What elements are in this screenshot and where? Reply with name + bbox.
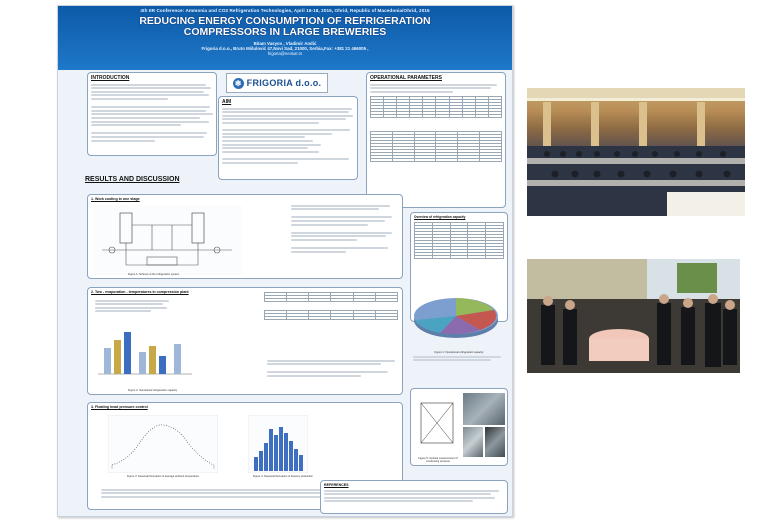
poster-title — [58, 16, 512, 38]
section-3-heading: 3. Floating head pressure control — [91, 405, 148, 409]
table-cell — [375, 317, 397, 320]
section-2-text-right — [264, 358, 398, 379]
table-cell — [475, 114, 488, 117]
table-cell — [410, 114, 423, 117]
snowflake-icon: ❄ — [233, 78, 244, 89]
reception-photo — [527, 259, 740, 373]
table-cell — [353, 317, 375, 320]
table-row — [371, 158, 502, 161]
references-heading: REFERENCES — [324, 483, 349, 487]
poster-email: frigoria@neosat.rs — [267, 51, 303, 56]
figure-2-caption: Figure 2: Operational refrigeration capacity — [128, 389, 178, 392]
operational-heading: OPERATIONAL PARAMETERS — [370, 75, 442, 81]
brewery-production-chart — [248, 415, 308, 473]
aim-heading: AIM — [222, 99, 232, 105]
figure-3-caption: Figure 3: Seasonal fluctuation of average ambient temperature — [127, 475, 199, 478]
introduction-heading: INTRODUCTION — [91, 75, 130, 81]
aim-box — [218, 96, 358, 180]
figure-1-caption: Figure 1: Scheme of the refrigeration system — [128, 273, 180, 276]
table-cell — [423, 114, 436, 117]
table-cell — [432, 256, 450, 259]
table-cell — [371, 158, 393, 161]
table-cell — [450, 256, 468, 259]
section-2-text — [92, 298, 172, 314]
section-1-box — [87, 194, 403, 279]
introduction-box — [87, 72, 217, 156]
poster-authors: Bitam Vasyov , Vladimir Andić — [253, 41, 317, 46]
conference-hall-scene — [527, 88, 745, 216]
equipment-photo-3 — [485, 427, 505, 457]
poster-banner — [58, 6, 512, 70]
table-cell — [486, 256, 504, 259]
equipment-photo-1 — [463, 393, 505, 425]
conference-line: 4th IIR Conference: Ammonia and CO2 Refrigeration Technologies, April 16-18, 2015, Ohrid, Republic of Macedonia/Ohrid, 2015 — [140, 8, 430, 13]
figure-5-caption: Figure 5: Optimal measurement of condensing pressure — [418, 457, 458, 463]
refrigeration-scheme-diagram — [92, 205, 242, 275]
table-row — [415, 256, 504, 259]
poster-title-line-1: REDUCING ENERGY CONSUMPTION OF REFRIGERATION — [139, 15, 431, 27]
table-cell — [371, 114, 384, 117]
table-cell — [436, 114, 449, 117]
ambient-temperature-chart — [108, 415, 218, 473]
operational-parameters-box — [366, 72, 506, 208]
table-row — [371, 114, 502, 117]
table-cell — [397, 114, 410, 117]
conference-hall-photo — [527, 88, 745, 216]
table-cell — [415, 256, 433, 259]
pie-chart-panel — [410, 286, 508, 380]
table-cell — [309, 317, 331, 320]
conference-poster — [57, 5, 513, 517]
table-cell — [414, 158, 436, 161]
table-cell — [480, 158, 502, 161]
logo-text: FRIGORIA d.o.o. — [246, 78, 322, 88]
poster-affiliation: Frigoria d.o.o., Bruto Mišulović 47,Novi Sad, 21000, Serbia,Fax: +381 21 466005 , — [201, 46, 369, 51]
pie-caption: Figure 2: Operational refrigeration capacity — [434, 351, 484, 354]
table-cell — [468, 256, 486, 259]
table-cell — [462, 114, 475, 117]
table-cell — [449, 114, 462, 117]
equipment-photo-2 — [463, 427, 483, 457]
figure-4-caption: Figure 4: Seasonal fluctuation of brewery production — [253, 475, 313, 478]
table-cell — [287, 317, 309, 320]
table-row — [265, 317, 398, 320]
section-1-heading: 1. Work cooling in one stage — [91, 197, 140, 201]
overview-table — [414, 222, 504, 259]
section-2-box — [87, 287, 403, 395]
section-2-heading: 2. Two - evaporation - temperatures in compression plant — [91, 290, 189, 294]
table-cell — [458, 158, 480, 161]
operational-capacity-bar-chart — [94, 322, 194, 378]
results-heading: RESULTS AND DISCUSSION — [85, 176, 180, 183]
condensing-pressure-box — [410, 388, 508, 466]
reception-scene — [527, 259, 740, 373]
refrigeration-pie-chart — [410, 286, 508, 346]
table-cell — [265, 317, 287, 320]
condenser-diagram — [413, 395, 461, 455]
operational-table-1 — [370, 96, 502, 126]
table-cell — [331, 317, 353, 320]
references-box — [320, 480, 508, 514]
overview-heading: Overview of refrigeration capacity — [414, 215, 466, 219]
table-cell — [384, 114, 397, 117]
table-cell — [488, 114, 501, 117]
operational-table-2 — [370, 131, 502, 171]
section-1-text — [288, 203, 398, 254]
poster-title-line-2: COMPRESSORS IN LARGE BREWERIES — [183, 26, 387, 38]
company-logo — [226, 73, 328, 93]
table-cell — [436, 158, 458, 161]
section-2-tables — [264, 292, 398, 320]
table-cell — [392, 158, 414, 161]
